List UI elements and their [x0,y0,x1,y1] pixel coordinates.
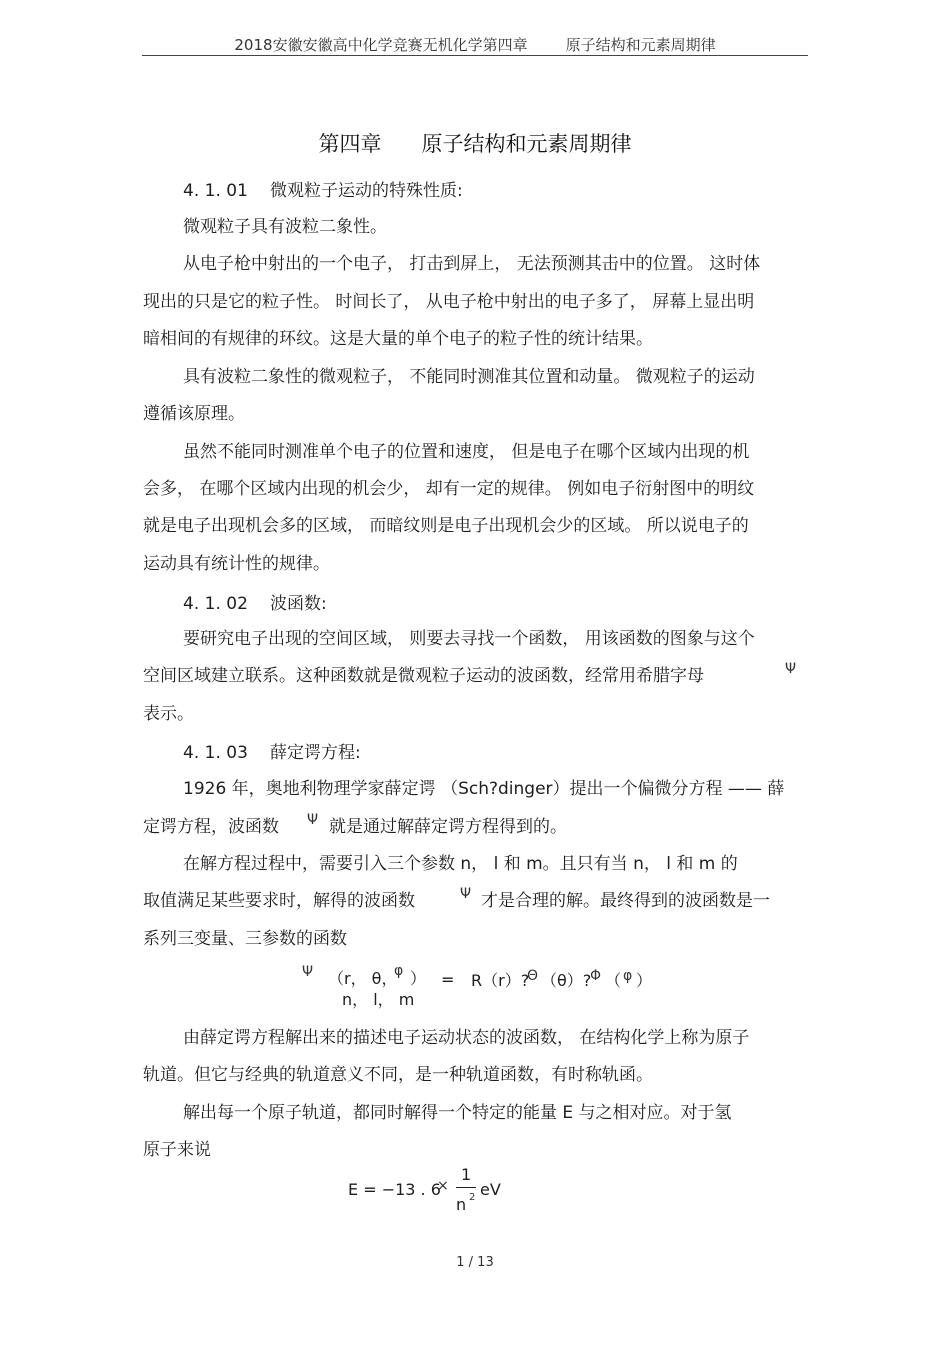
paragraph-line: 从电子枪中射出的一个电子， 打击到屏上， 无法预测其击中的位置。 这时体 [183,254,761,274]
paragraph-line: 解出每一个原子轨道，都同时解得一个特定的能量 E 与之相对应。对于氢 [183,1103,732,1123]
paragraph-line: 空间区域建立联系。这种函数就是微观粒子运动的波函数，经常用希腊字母 [143,666,704,686]
paragraph-line: 才是合理的解。最终得到的波函数是一 [481,891,770,911]
section-number: 4. 1. 01 [183,181,248,201]
formula-rhs: ） [636,971,653,990]
Phi-symbol: Φ [590,968,602,984]
theta-symbol: Θ [527,968,539,984]
formula-subscript: n， l， m [342,990,415,1009]
section-title: 薛定谔方程: [270,743,361,763]
paragraph-line: 暗相间的有规律的环纹。这是大量的单个电子的粒子性的统计结果。 [143,329,653,349]
formula-close: ） [410,969,427,988]
psi-symbol: Ψ [785,661,797,677]
paragraph-line: 在解方程过程中，需要引入三个参数 n， l 和 m。且只有当 n， l 和 m 的 [183,854,738,874]
header-left: 2018安徽安徽高中化学竞赛无机化学第四章 [234,36,528,54]
psi-symbol: Ψ [460,886,472,902]
paragraph-line: 会多， 在哪个区域内出现的机会少， 却有一定的规律。 例如电子衍射图中的明纹 [143,479,755,499]
section-number: 4. 1. 03 [183,743,248,763]
exponent: 2 [469,1192,476,1203]
section-number: 4. 1. 02 [183,594,248,614]
paragraph-line: 微观粒子具有波粒二象性。 [183,217,387,237]
paragraph-line: 系列三变量、三参数的函数 [143,929,347,949]
formula-rhs: （ [605,971,622,990]
paragraph-line: 表示。 [143,704,194,724]
paragraph-line: 轨道。但它与经典的轨道意义不同，是一种轨道函数，有时称轨函。 [143,1065,653,1085]
fraction-denominator: n [456,1195,467,1214]
paragraph-line: 由薛定谔方程解出来的描述电子运动状态的波函数， 在结构化学上称为原子 [183,1028,750,1048]
section-title: 微观粒子运动的特殊性质: [270,181,463,201]
energy-formula-lhs: E = −13 . 6 [348,1180,441,1199]
chapter-title [0,128,950,158]
psi-symbol: Ψ [307,812,319,828]
phi-symbol: φ [623,968,633,984]
times-symbol: × [437,1178,449,1194]
paragraph-line: 就是电子出现机会多的区域， 而暗纹则是电子出现机会少的区域。 所以说电子的 [143,516,749,536]
section-heading-4-1-03 [183,738,361,763]
paragraph-line: 定谔方程，波函数 [143,817,279,837]
paragraph-line: 取值满足某些要求时，解得的波函数 [143,891,415,911]
fraction-numerator: 1 [461,1165,472,1184]
paragraph-line: 遵循该原理。 [143,404,245,424]
paragraph-line: 虽然不能同时测准单个电子的位置和速度， 但是电子在哪个区域内出现的机 [183,442,750,462]
paragraph-line: 原子来说 [143,1140,211,1160]
formula-rhs: R（r）? [471,971,530,990]
psi-symbol: Ψ [302,964,314,980]
paragraph-line: 1926 年，奥地利物理学家薛定谔 （Sch?dinger）提出一个偏微分方程 —— 薛 [183,779,785,799]
formula-args: （r， θ， [328,969,398,988]
paragraph-line: 运动具有统计性的规律。 [143,554,330,574]
paragraph-line: 就是通过解薛定谔方程得到的。 [329,817,567,837]
paragraph-line: 现出的只是它的粒子性。 时间长了， 从电子枪中射出的电子多了， 屏幕上显出明 [143,292,755,312]
chapter-number: 第四章 [318,132,382,156]
header-rule [142,55,808,56]
phi-symbol: φ [394,963,404,979]
section-heading-4-1-01 [183,176,463,201]
energy-unit: eV [480,1180,501,1199]
page-number: 1 / 13 [456,1255,494,1270]
formula-equals: = [441,970,455,989]
header-right: 原子结构和元素周期律 [565,36,716,54]
chapter-name: 原子结构和元素周期律 [421,132,632,156]
paragraph-line: 具有波粒二象性的微观粒子， 不能同时测准其位置和动量。 微观粒子的运动 [183,367,755,387]
paragraph-line: 要研究电子出现的空间区域， 则要去寻找一个函数， 用该函数的图象与这个 [183,629,755,649]
fraction-bar [456,1187,476,1188]
formula-rhs: （θ）? [541,971,592,990]
running-header [0,34,950,55]
section-title: 波函数: [270,594,327,614]
section-heading-4-1-02 [183,589,327,614]
